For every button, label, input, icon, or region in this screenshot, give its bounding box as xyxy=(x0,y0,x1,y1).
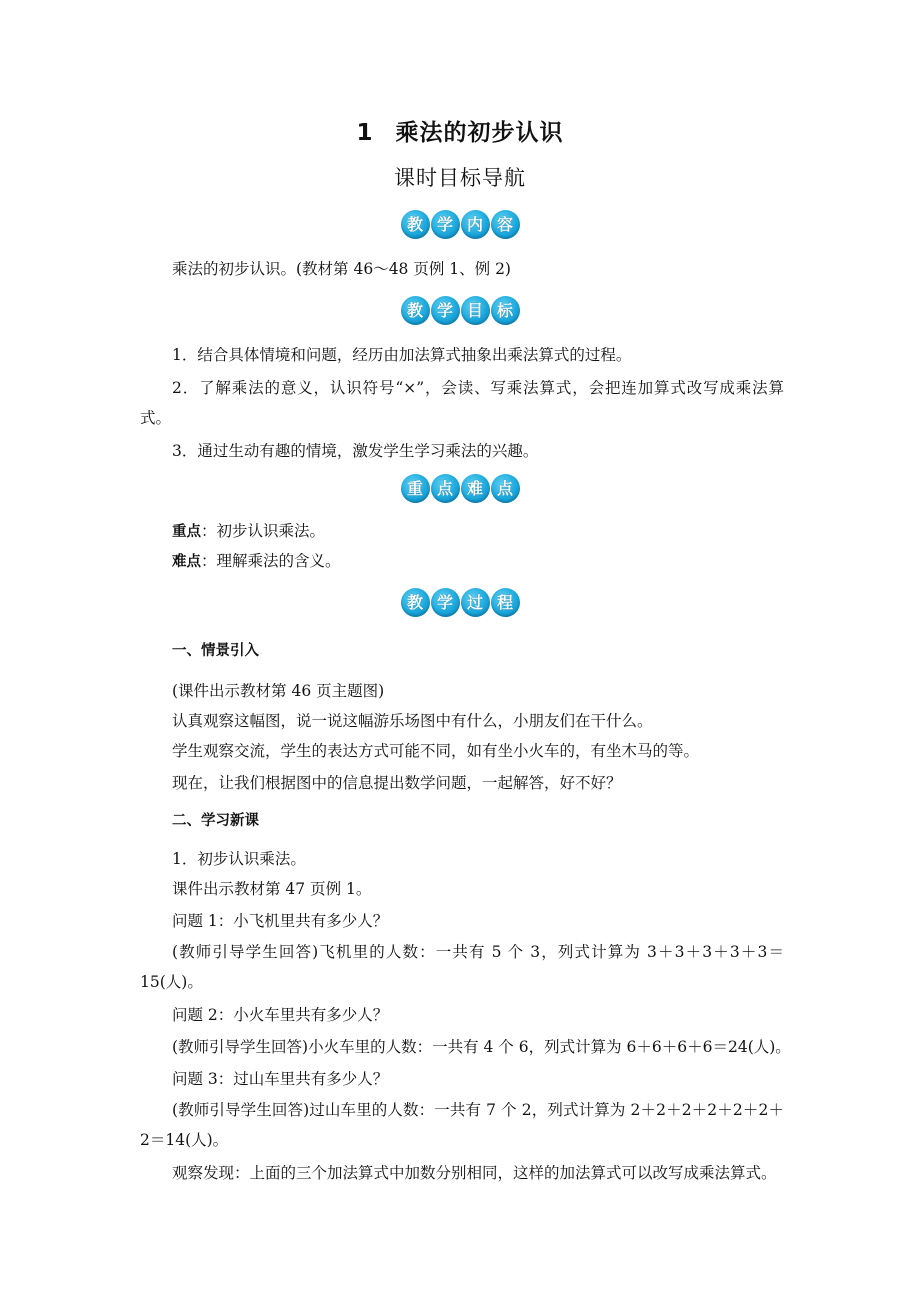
difficulty-label: 难点 xyxy=(172,554,201,570)
badge-key-points xyxy=(0,474,920,503)
badge-char: 过 xyxy=(461,588,490,617)
badge-char: 标 xyxy=(491,296,520,325)
intro-line-4: 现在，让我们根据图中的信息提出数学问题，一起解答，好不好？ xyxy=(172,774,622,792)
difficulty-text: ：理解乘法的含义。 xyxy=(201,552,341,570)
answer-2: (教师引导学生回答)小火车里的人数：一共有 4 个 6，列式计算为 6＋6＋6＋6＝24(人)。 xyxy=(172,1038,791,1056)
key-point-line xyxy=(172,520,784,543)
badge-char: 点 xyxy=(431,474,460,503)
badge-char: 点 xyxy=(491,474,520,503)
section-subtitle: 课时目标导航 xyxy=(394,166,526,190)
question-1: 问题 1：小飞机里共有多少人？ xyxy=(172,912,389,930)
badge-char: 学 xyxy=(431,210,460,239)
badge-char: 学 xyxy=(431,296,460,325)
new-lesson-line-2: 课件出示教材第 47 页例 1。 xyxy=(172,880,372,898)
badge-char: 教 xyxy=(401,296,430,325)
badge-char: 教 xyxy=(401,210,430,239)
lesson-title-text: 乘法的初步认识 xyxy=(395,120,564,146)
answer-3: (教师引导学生回答)过山车里的人数：一共有 7 个 2，列式计算为 2＋2＋2＋2＋2＋2＋2＝14(人)。 xyxy=(140,1101,784,1149)
lesson-number: 1 xyxy=(356,120,374,146)
badge-char: 目 xyxy=(461,296,490,325)
question-2: 问题 2：小火车里共有多少人？ xyxy=(172,1006,389,1024)
intro-line-3: 学生观察交流，学生的表达方式可能不同，如有坐小火车的，有坐木马的等。 xyxy=(172,742,700,760)
key-point-label: 重点 xyxy=(172,524,201,540)
badge-char: 程 xyxy=(491,588,520,617)
answer-1: (教师引导学生回答)飞机里的人数：一共有 5 个 3，列式计算为 3＋3＋3＋3＋3＝15(人)。 xyxy=(140,943,784,991)
badge-char: 内 xyxy=(461,210,490,239)
badge-teaching-goals xyxy=(0,296,920,325)
badge-char: 重 xyxy=(401,474,430,503)
new-lesson-line-1: 1．初步认识乘法。 xyxy=(172,850,306,868)
badge-char: 难 xyxy=(461,474,490,503)
intro-line-1: (课件出示教材第 46 页主题图) xyxy=(172,682,385,700)
section-heading-new-lesson: 二、学习新课 xyxy=(172,813,259,829)
badge-teaching-process xyxy=(0,588,920,617)
badge-char: 容 xyxy=(491,210,520,239)
goal-3: 3．通过生动有趣的情境，激发学生学习乘法的兴趣。 xyxy=(172,442,539,460)
lesson-title xyxy=(0,114,920,147)
difficulty-line xyxy=(172,550,784,573)
observation: 观察发现：上面的三个加法算式中加数分别相同，这样的加法算式可以改写成乘法算式。 xyxy=(172,1164,777,1182)
intro-line-2: 认真观察这幅图，说一说这幅游乐场图中有什么，小朋友们在干什么。 xyxy=(172,712,653,730)
badge-char: 教 xyxy=(401,588,430,617)
section-heading-intro: 一、情景引入 xyxy=(172,643,259,659)
goal-2: 2．了解乘法的意义，认识符号“×”，会读、写乘法算式，会把连加算式改写成乘法算式。 xyxy=(140,379,784,427)
badge-char: 学 xyxy=(431,588,460,617)
badge-teaching-content xyxy=(0,210,920,239)
goal-1: 1．结合具体情境和问题，经历由加法算式抽象出乘法算式的过程。 xyxy=(172,346,632,364)
key-point-text: ：初步认识乘法。 xyxy=(201,522,326,540)
question-3: 问题 3：过山车里共有多少人？ xyxy=(172,1070,389,1088)
content-text: 乘法的初步认识。(教材第 46～48 页例 1、例 2) xyxy=(172,260,511,278)
